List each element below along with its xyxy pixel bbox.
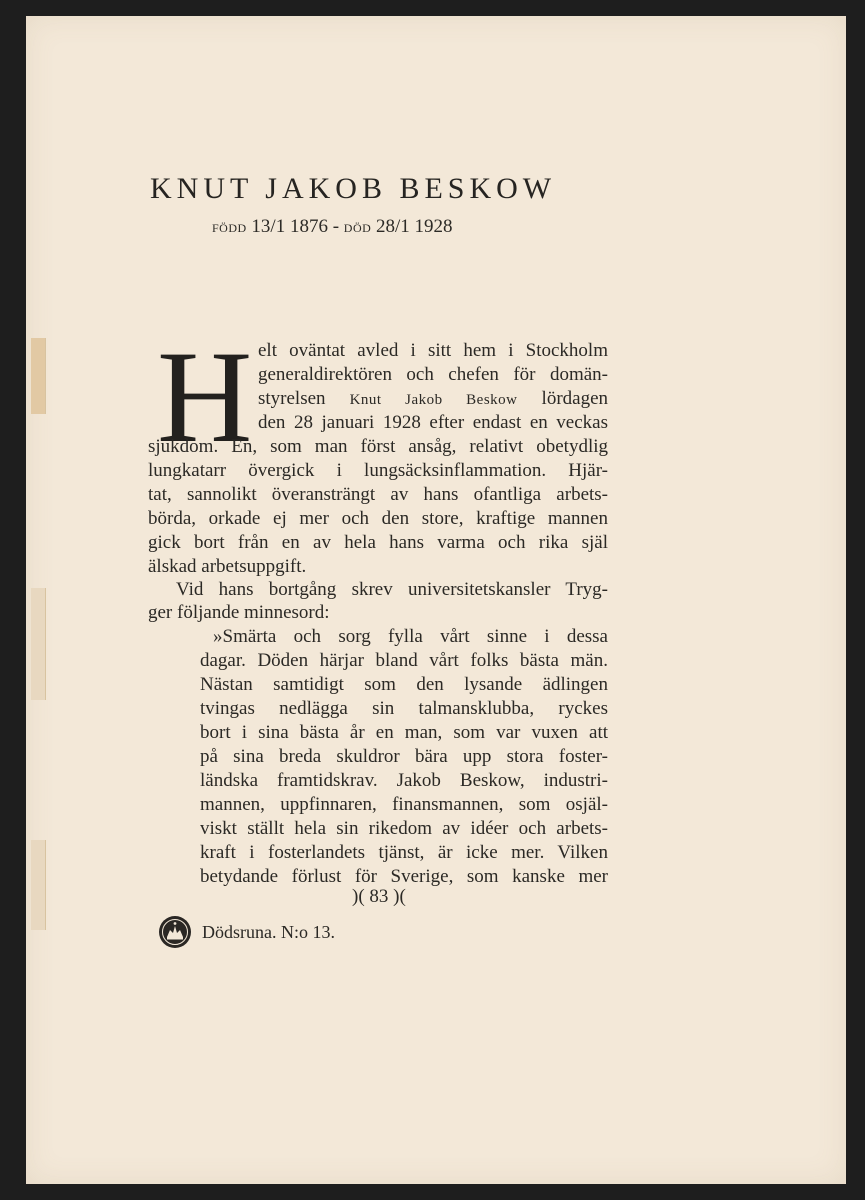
page-edge-tab: [31, 840, 46, 930]
text-line: älskad arbetsuppgift.: [148, 556, 307, 577]
quote-line: på sina breda skuldror bära upp stora foster-: [200, 746, 608, 767]
quote-line: kraft i fosterlandets tjänst, är icke mer. Vilken: [200, 842, 608, 863]
page-edge-tab: [31, 338, 46, 414]
text-line: sjukdom. En, som man först ansåg, relativt obetydlig: [148, 436, 608, 457]
quote-line: betydande förlust för Sverige, som kanske mer: [200, 866, 608, 887]
quote-line: mannen, uppfinnaren, finansmannen, som osjäl-: [200, 794, 608, 815]
text-line: tat, sannolikt överansträngt av hans ofantliga arbets-: [148, 484, 608, 505]
quote-line: bort i sina bästa år en man, som var vuxen att: [200, 722, 608, 743]
quote-line: »Smärta och sorg fylla vårt sinne i dessa: [213, 626, 608, 647]
born-date: 13/1 1876 -: [251, 216, 340, 237]
page-edge-tab: [31, 588, 46, 700]
quote-line: viskt ställt hela sin rikedom av idéer och arbets-: [200, 818, 608, 839]
text-line: generaldirektören och chefen för domän-: [258, 364, 608, 385]
page-number: )( 83 )(: [352, 886, 406, 907]
quote-line: ländska framtidskrav. Jakob Beskow, industri-: [200, 770, 608, 791]
footer: [158, 914, 335, 950]
text-line: ger följande minnesord:: [148, 602, 330, 623]
born-label: FÖDD: [212, 221, 247, 235]
quote-line: tvingas nedlägga sin talmansklubba, ryckes: [200, 698, 608, 719]
seal-emblem-icon: [158, 915, 192, 949]
drop-cap: H: [157, 323, 253, 470]
footer-text: Dödsruna. N:o 13.: [202, 921, 335, 942]
quote-line: Nästan samtidigt som den lysande ädlingen: [200, 674, 608, 695]
text-line: gick bort från en av hela hans varma och rika själ: [148, 532, 608, 553]
died-date: 28/1 1928: [376, 216, 453, 237]
text-line: Vid hans bortgång skrev universitetskansler Tryg-: [176, 579, 608, 600]
text-line: den 28 januari 1928 efter endast en veckas: [258, 412, 608, 433]
quote-line: dagar. Döden härjar bland vårt folks bästa män.: [200, 650, 608, 671]
life-dates: [212, 216, 453, 238]
died-label: DÖD: [343, 221, 372, 235]
text-line: lungkatarr övergick i lungsäcksinflammation. Hjär-: [148, 460, 608, 481]
person-name: Knut Jakob Beskow: [349, 392, 518, 408]
page-title: KNUT JAKOB BESKOW: [150, 172, 557, 205]
text-line: börda, orkade ej mer och den store, kraftige mannen: [148, 508, 608, 529]
text-fragment: styrelsen: [258, 388, 326, 409]
text-line: [258, 389, 608, 408]
text-fragment: lördagen: [541, 388, 609, 409]
text-line: elt oväntat avled i sitt hem i Stockholm: [258, 340, 608, 361]
